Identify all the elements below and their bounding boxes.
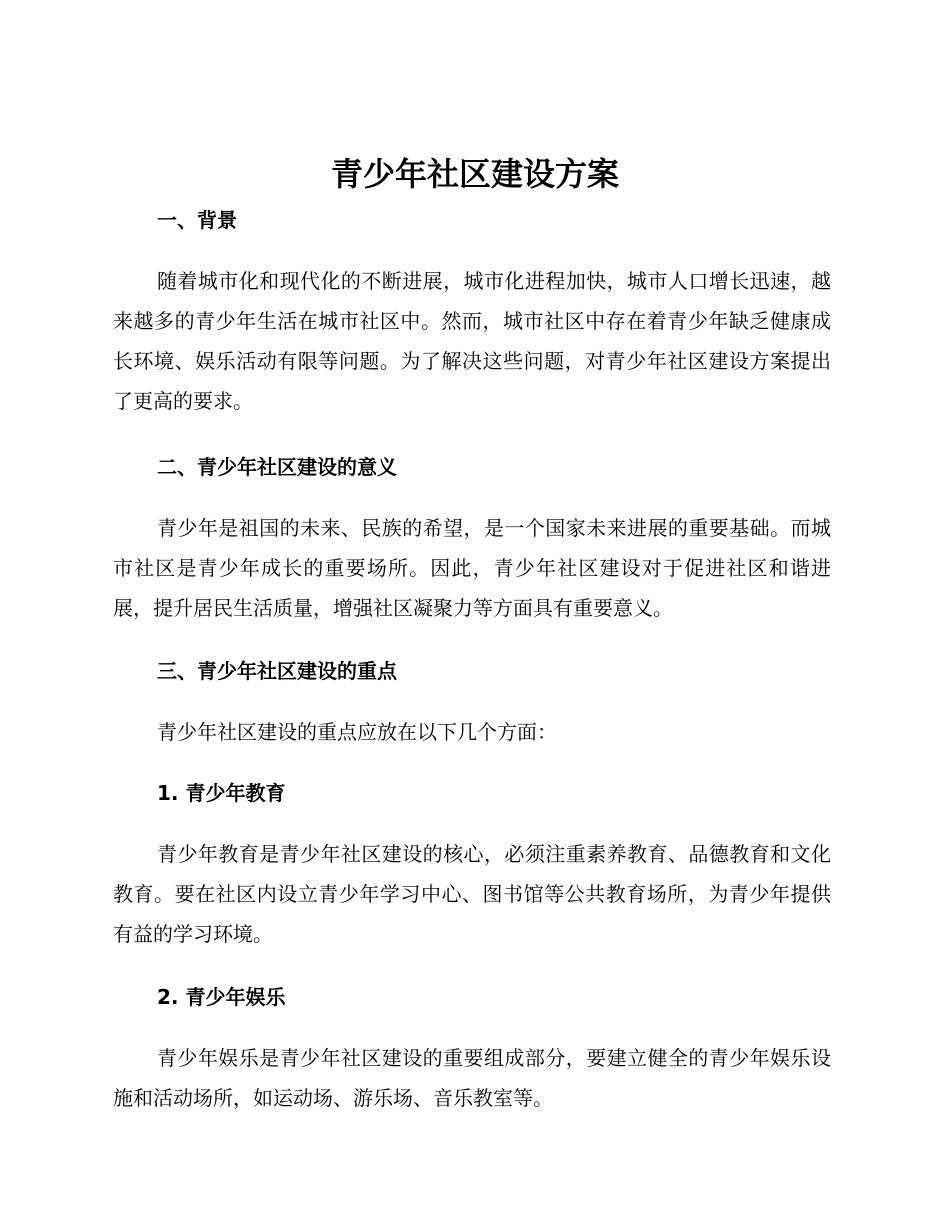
section-paragraph-significance: 青少年是祖国的未来、民族的希望，是一个国家未来进展的重要基础。而城市社区是青少年成长的重要场所。因此，青少年社区建设对于促进社区和谐进展，提升居民生活质量，增强社区凝聚力等方面具有重要意义。 xyxy=(113,516,831,620)
subsection-paragraph-education: 青少年教育是青少年社区建设的核心，必须注重素养教育、品德教育和文化教育。要在社区内设立青少年学习中心、图书馆等公共教育场所，为青少年提供有益的学习环境。 xyxy=(113,842,831,946)
document-body xyxy=(113,200,831,1118)
document-title: 青少年社区建设方案 xyxy=(330,155,619,193)
section-heading-significance: 二、青少年社区建设的意义 xyxy=(157,455,397,479)
subsection-paragraph-entertainment: 青少年娱乐是青少年社区建设的重要组成部分，要建立健全的青少年娱乐设施和活动场所，如运动场、游乐场、音乐教室等。 xyxy=(113,1046,831,1110)
section-heading-background: 一、背景 xyxy=(157,208,237,232)
subsection-heading-education: 1. 青少年教育 xyxy=(157,781,286,805)
subsection-heading-entertainment: 2. 青少年娱乐 xyxy=(157,985,286,1009)
section-paragraph-priorities: 青少年社区建设的重点应放在以下几个方面： xyxy=(157,720,557,744)
section-paragraph-background: 随着城市化和现代化的不断进展，城市化进程加快，城市人口增长迅速，越来越多的青少年生活在城市社区中。然而，城市社区中存在着青少年缺乏健康成长环境、娱乐活动有限等问题。为了解决这些问题，对青少年社区建设方案提出了更高的要求。 xyxy=(113,269,831,413)
section-heading-priorities: 三、青少年社区建设的重点 xyxy=(157,659,397,683)
